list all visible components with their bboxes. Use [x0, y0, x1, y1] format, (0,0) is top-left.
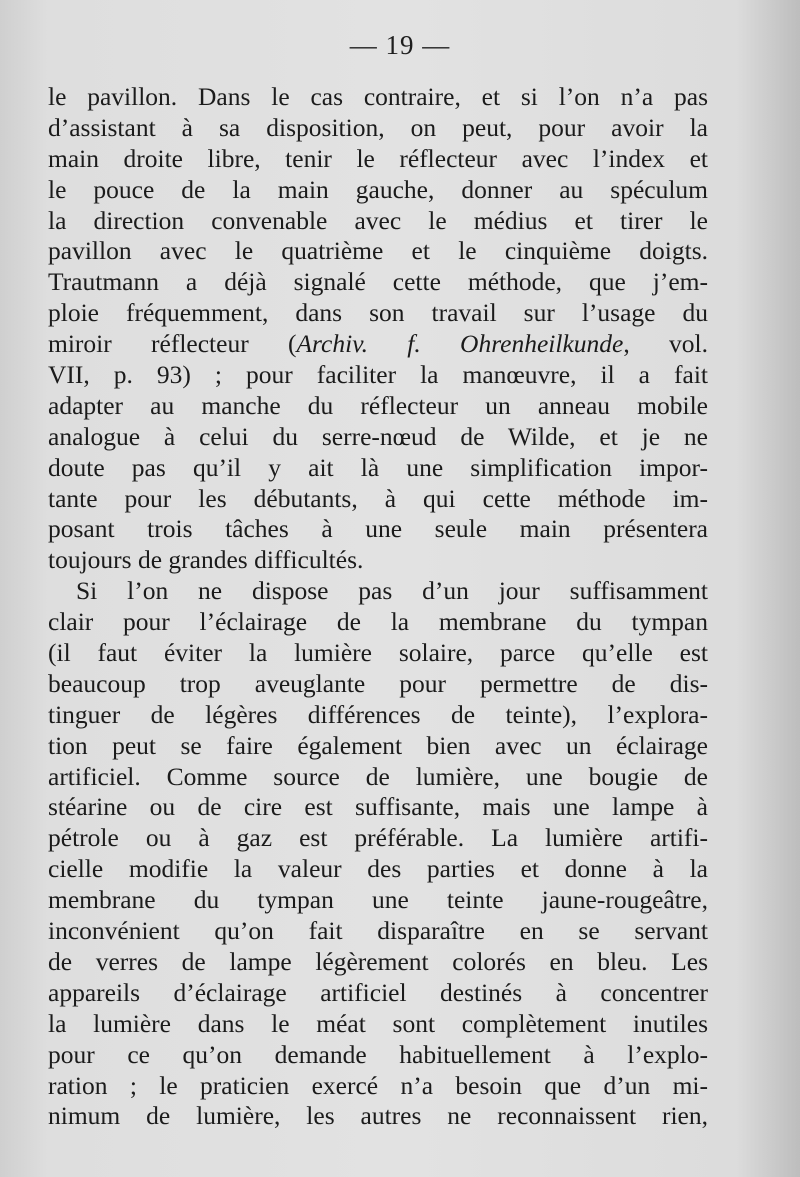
text-line: le pavillon. Dans le cas contraire, et si l’on n’a pas: [48, 82, 708, 111]
text-line: tante pour les débutants, à qui cette méthode im-: [48, 483, 708, 513]
text-line: cielle modifie la valeur des parties et donne à la: [48, 854, 708, 884]
text-segment: , vol.: [623, 329, 708, 359]
text-line: Si l’on ne dispose pas d’un jour suffisamment: [76, 576, 708, 606]
text-line: posant trois tâches à une seule main présentera: [48, 514, 708, 544]
text-line: VII, p. 93) ; pour faciliter la manœuvre, il a fait: [48, 360, 708, 390]
text-line: beaucoup trop aveuglante pour permettre de dis-: [48, 668, 708, 698]
text-line: clair pour l’éclairage de la membrane du tympan: [48, 607, 708, 637]
text-line: adapter au manche du réflecteur un anneau mobile: [48, 390, 708, 420]
text-line: pavillon avec le quatrième et le cinquième doigts.: [48, 236, 708, 266]
text-line: de verres de lampe légèrement colorés en bleu. Les: [48, 946, 708, 976]
text-line: analogue à celui du serre-nœud de Wilde, et je ne: [48, 421, 708, 451]
text-line: main droite libre, tenir le réflecteur avec l’index et: [48, 143, 708, 173]
text-line: ploie fréquemment, dans son travail sur l’usage du: [48, 298, 708, 328]
text-line: pour ce qu’on demande habituellement à l’explo-: [48, 1039, 708, 1069]
text-line: artificiel. Comme source de lumière, une bougie de: [48, 761, 708, 791]
text-line: (il faut éviter la lumière solaire, parce qu’elle est: [48, 638, 708, 668]
text-line: Trautmann a déjà signalé cette méthode, que j’em-: [48, 267, 708, 297]
text-line: stéarine ou de cire est suffisante, mais une lampe à: [48, 792, 708, 822]
text-line: nimum de lumière, les autres ne reconnaissent rien,: [48, 1101, 708, 1131]
text-line: tinguer de légères différences de teinte), l’explora-: [48, 699, 708, 729]
text-line: le pouce de la main gauche, donner au spéculum: [48, 174, 708, 204]
body-text: [48, 82, 708, 1132]
text-line: d’assistant à sa disposition, on peut, pour avoir la: [48, 112, 708, 142]
text-segment: miroir réflecteur (: [48, 329, 297, 359]
text-line: ration ; le praticien exercé n’a besoin que d’un mi-: [48, 1070, 708, 1100]
text-line: pétrole ou à gaz est préférable. La lumière artifi-: [48, 823, 708, 853]
text-line: membrane du tympan une teinte jaune-rougeâtre,: [48, 885, 708, 915]
text-line: toujours de grandes difficultés.: [48, 545, 364, 575]
text-line: la lumière dans le méat sont complètement inutiles: [48, 1008, 708, 1038]
text-line: inconvénient qu’on fait disparaître en se servant: [48, 916, 708, 946]
text-line-citation: [48, 329, 708, 360]
text-line: tion peut se faire également bien avec un éclairage: [48, 730, 708, 760]
text-line: appareils d’éclairage artificiel destinés à concentrer: [48, 977, 708, 1007]
page-number: — 19 —: [349, 30, 451, 60]
text-line: la direction convenable avec le médius et tirer le: [48, 205, 708, 235]
text-line: doute pas qu’il y ait là une simplification impor-: [48, 452, 708, 482]
journal-title: Archiv. f. Ohrenheilkunde: [296, 329, 624, 359]
